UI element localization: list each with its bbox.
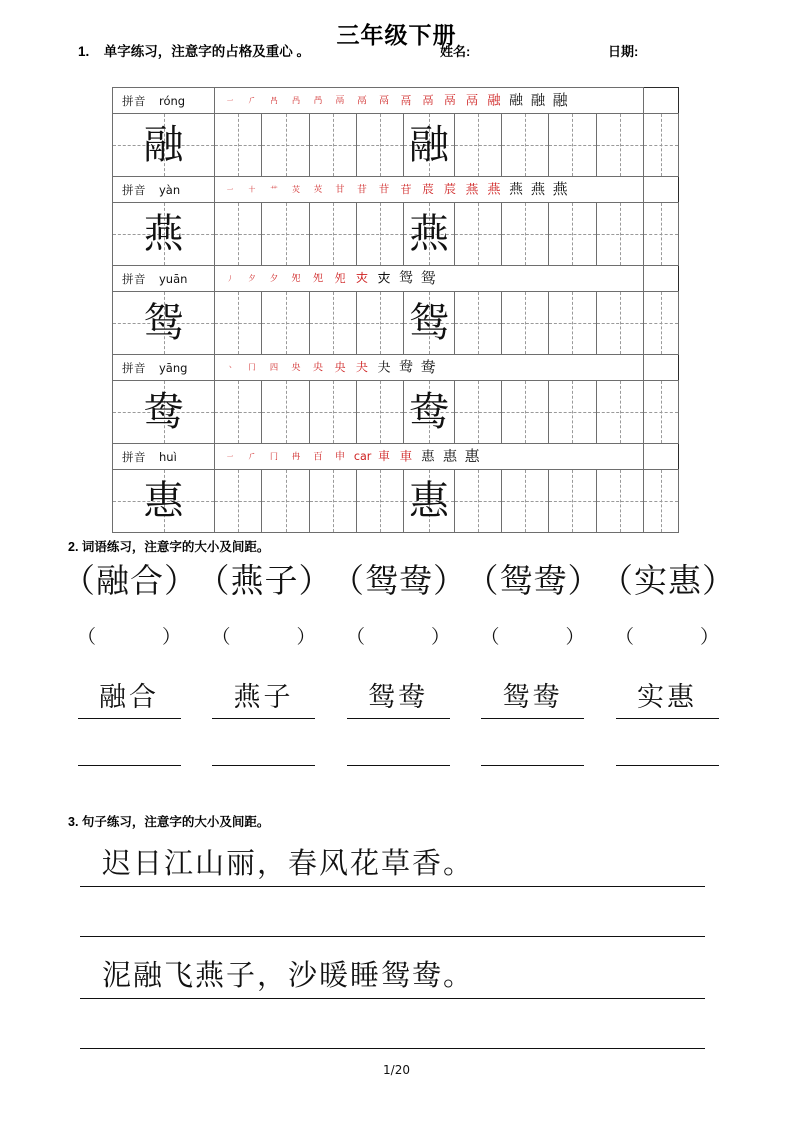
paren-close: ） — [162, 626, 182, 648]
character-blank-cell[interactable] — [596, 292, 643, 355]
stroke-step: 夬 — [377, 359, 391, 375]
guide-horizontal — [357, 501, 403, 502]
guide-horizontal — [455, 501, 501, 502]
word-blank-underline — [78, 765, 181, 766]
stroke-step: 鬲 — [400, 93, 412, 107]
stroke-order-cell — [215, 444, 644, 470]
stroke-order-cell — [215, 355, 644, 381]
character-row — [113, 114, 679, 177]
stroke-order-sequence — [219, 355, 643, 380]
word-blank-slot[interactable] — [62, 765, 196, 766]
word-blank-paren[interactable] — [197, 622, 331, 649]
pinyin-cell — [113, 266, 215, 292]
stroke-step: 融 — [487, 92, 501, 108]
guide-horizontal — [502, 145, 548, 146]
page-title: 三年级下册 — [336, 22, 457, 48]
stroke-step: 冉 — [291, 450, 301, 462]
character-blank-cell[interactable] — [309, 381, 356, 444]
stroke-step: 鬲 — [444, 92, 457, 108]
pinyin-label: 拼音 — [122, 273, 146, 286]
stroke-step: 融 — [509, 91, 524, 109]
character-blank-cell[interactable] — [215, 292, 262, 355]
section1-header — [0, 40, 793, 64]
section1-number: 1. — [78, 44, 90, 59]
word-sample — [600, 556, 734, 606]
character-model-cell[interactable] — [404, 470, 455, 533]
pinyin-value: yàn — [159, 182, 181, 197]
stroke-step: 冎 — [292, 95, 301, 106]
word-traced — [466, 678, 600, 719]
stroke-step: 惠 — [421, 448, 435, 465]
paren-open: （ — [480, 626, 500, 648]
pinyin-label: 拼音 — [122, 362, 146, 375]
sentence-rule-3 — [80, 998, 705, 999]
guide-horizontal — [357, 234, 403, 235]
guide-horizontal — [502, 234, 548, 235]
stroke-step: 鬲 — [335, 94, 345, 106]
character-blank-cell[interactable] — [454, 114, 501, 177]
stroke-step: 鸯 — [420, 358, 436, 376]
character-blank-cell[interactable] — [596, 203, 643, 266]
word-traced-row — [62, 678, 734, 719]
character-blank-cell[interactable] — [356, 114, 403, 177]
word-blank-line-row — [62, 765, 734, 766]
word-sample — [466, 556, 600, 606]
character-glyph: 鸳 — [143, 300, 184, 346]
stroke-step: 四 — [269, 362, 279, 373]
guide-horizontal — [549, 323, 595, 324]
guide-horizontal — [215, 234, 261, 235]
stroke-step: 丶 — [226, 363, 234, 372]
word-underline — [212, 718, 315, 719]
guide-horizontal — [310, 323, 356, 324]
guide-horizontal — [262, 501, 308, 502]
stroke-step: ⺁ — [248, 96, 256, 105]
guide-horizontal — [644, 145, 678, 146]
stroke-step: 苷 — [400, 182, 412, 196]
character-glyph: 燕 — [408, 211, 449, 257]
word-blank-slot[interactable] — [197, 765, 331, 766]
word-traced-text: 鸳鸯 — [502, 682, 563, 713]
stroke-step: 燕 — [530, 180, 546, 198]
stroke-step: 融 — [552, 91, 568, 109]
guide-horizontal — [215, 145, 261, 146]
character-blank-cell[interactable] — [643, 203, 678, 266]
character-blank-cell[interactable] — [502, 114, 549, 177]
stroke-order-cell — [215, 177, 644, 203]
word-blank-paren[interactable] — [600, 622, 734, 649]
stroke-step: 十 — [248, 185, 256, 194]
guide-horizontal — [644, 501, 678, 502]
word-sample-text: （鸳鸯） — [331, 561, 467, 600]
stroke-order-sequence — [219, 444, 643, 469]
word-blank-slot[interactable] — [466, 765, 600, 766]
stroke-order-cell — [215, 88, 644, 114]
character-blank-cell[interactable] — [356, 381, 403, 444]
pinyin-value: yuān — [159, 271, 188, 286]
stroke-step: 央 — [291, 361, 301, 373]
character-blank-cell[interactable] — [262, 203, 309, 266]
stroke-step: 夕 — [248, 273, 256, 283]
stroke-step: 莀 — [422, 182, 434, 197]
word-traced-text: 实惠 — [637, 682, 697, 713]
stroke-step: 夗 — [334, 271, 346, 285]
stroke-step: 一 — [226, 96, 234, 105]
character-blank-cell[interactable] — [596, 114, 643, 177]
pinyin-cell — [113, 444, 215, 470]
character-blank-cell[interactable] — [262, 381, 309, 444]
word-underline — [481, 718, 584, 719]
word-blank-underline — [212, 765, 315, 766]
stroke-step: 𡗜 — [356, 270, 369, 286]
stroke-step: 鬲 — [422, 93, 434, 108]
character-blank-cell[interactable] — [502, 381, 549, 444]
stroke-step: 艹 — [270, 184, 278, 194]
section3-header: 3. 句子练习，注意字的大小及间距。 — [68, 815, 270, 829]
stroke-step: 申 — [334, 450, 346, 463]
guide-horizontal — [310, 145, 356, 146]
stroke-step: 莀 — [444, 181, 457, 197]
guide-horizontal — [597, 145, 643, 146]
character-model-cell[interactable] — [404, 292, 455, 355]
word-traced — [600, 678, 734, 719]
guide-horizontal — [357, 145, 403, 146]
pinyin-row — [113, 88, 679, 114]
guide-horizontal — [549, 501, 595, 502]
stroke-order-sequence — [219, 88, 643, 113]
guide-horizontal — [502, 501, 548, 502]
guide-horizontal — [310, 412, 356, 413]
character-blank-cell[interactable] — [454, 470, 501, 533]
section2-header: 2. 词语练习，注意字的大小及间距。 — [68, 540, 270, 554]
guide-horizontal — [262, 412, 308, 413]
word-underline — [616, 718, 719, 719]
guide-horizontal — [502, 323, 548, 324]
stroke-step: 苂 — [313, 184, 323, 195]
character-blank-cell[interactable] — [215, 470, 262, 533]
character-blank-cell[interactable] — [262, 292, 309, 355]
word-traced-text: 鸳鸯 — [368, 682, 428, 713]
pinyin-value: yāng — [159, 360, 188, 375]
guide-horizontal — [455, 412, 501, 413]
word-sample-row — [62, 556, 734, 606]
sentence-rule-4 — [80, 1048, 705, 1049]
character-practice-table — [112, 87, 679, 533]
word-blank-slot[interactable] — [600, 765, 734, 766]
word-traced-text: 融合 — [99, 682, 159, 713]
character-blank-cell[interactable] — [549, 203, 596, 266]
stroke-step: 夗 — [312, 272, 324, 285]
pinyin-label: 拼音 — [122, 184, 146, 197]
character-blank-cell[interactable] — [215, 381, 262, 444]
pinyin-value: huì — [159, 449, 177, 464]
character-glyph: 鸯 — [408, 389, 449, 435]
word-blank-underline — [347, 765, 450, 766]
stroke-step: 甘 — [335, 183, 345, 195]
guide-horizontal — [357, 323, 403, 324]
guide-horizontal — [549, 234, 595, 235]
sentence-rule-1 — [80, 886, 705, 887]
character-blank-cell[interactable] — [596, 470, 643, 533]
character-blank-cell[interactable] — [643, 470, 678, 533]
stroke-order-sequence — [219, 177, 643, 202]
paren-close: ） — [431, 626, 451, 648]
word-blank-paren[interactable] — [466, 622, 600, 649]
guide-horizontal — [357, 412, 403, 413]
character-row — [113, 292, 679, 355]
word-sample — [331, 556, 465, 606]
stroke-step: 百 — [313, 450, 323, 462]
character-blank-cell[interactable] — [262, 114, 309, 177]
stroke-step: 央 — [334, 360, 346, 374]
word-traced — [62, 678, 196, 719]
word-sample-text: （燕子） — [196, 561, 333, 600]
stroke-step: 苷 — [357, 183, 367, 196]
word-underline — [78, 718, 181, 719]
word-blank-paren[interactable] — [331, 622, 465, 649]
stroke-step: 丿 — [226, 274, 234, 283]
character-blank-cell[interactable] — [643, 292, 678, 355]
stroke-step: 冎 — [313, 95, 323, 106]
character-model-cell[interactable] — [404, 114, 455, 177]
word-underline — [347, 718, 450, 719]
word-blank-underline — [481, 765, 584, 766]
paren-open: （ — [345, 626, 365, 648]
pinyin-row — [113, 177, 679, 203]
guide-horizontal — [644, 323, 678, 324]
sentence-text-1: 迟日江山丽，春风花草香。 — [102, 846, 475, 880]
guide-horizontal — [597, 323, 643, 324]
character-blank-cell[interactable] — [215, 114, 262, 177]
pinyin-cell — [113, 177, 215, 203]
guide-horizontal — [215, 501, 261, 502]
pinyin-row — [113, 444, 679, 470]
paren-close: ） — [700, 626, 720, 648]
guide-horizontal — [549, 412, 595, 413]
guide-horizontal — [549, 145, 595, 146]
pinyin-cell — [113, 88, 215, 114]
word-traced-text: 燕子 — [233, 682, 294, 713]
stroke-step: 車 — [378, 448, 391, 464]
character-blank-cell[interactable] — [549, 470, 596, 533]
stroke-step: car — [353, 449, 372, 463]
guide-horizontal — [502, 412, 548, 413]
sentence-block-3 — [80, 952, 705, 999]
guide-horizontal — [310, 501, 356, 502]
paren-open: （ — [211, 626, 231, 648]
stroke-step: 苷 — [378, 182, 390, 196]
stroke-step: 鸳 — [420, 269, 436, 287]
word-sample-text: （实惠） — [600, 561, 736, 600]
stroke-order-cell — [215, 266, 644, 292]
stroke-step: 夬 — [356, 359, 369, 375]
stroke-step: 車 — [399, 448, 413, 464]
word-sample-text: （融合） — [62, 561, 198, 600]
page-footer: 1/20 — [383, 1063, 410, 1077]
stroke-step: 鬲 — [378, 93, 390, 107]
sentence-block-4-blank — [80, 1048, 705, 1049]
stroke-step: 一 — [226, 452, 234, 461]
stroke-step: ⺁ — [248, 452, 256, 461]
paren-close: ） — [565, 626, 585, 648]
paren-close: ） — [296, 626, 316, 648]
stroke-step: 融 — [530, 91, 546, 109]
guide-horizontal — [644, 412, 678, 413]
character-model-cell[interactable] — [113, 292, 215, 355]
guide-horizontal — [215, 412, 261, 413]
pinyin-cell — [113, 355, 215, 381]
paren-open: （ — [614, 626, 634, 648]
character-blank-cell[interactable] — [356, 292, 403, 355]
word-blank-slot[interactable] — [331, 765, 465, 766]
character-glyph: 惠 — [143, 478, 184, 524]
character-blank-cell[interactable] — [356, 203, 403, 266]
date-field-label: 日期: — [608, 44, 639, 59]
stroke-step: 苂 — [292, 184, 301, 195]
sentence-text-2: 泥融飞燕子，沙暖睡鸳鸯。 — [102, 958, 475, 992]
word-sample — [197, 556, 331, 606]
sentence-rule-2 — [80, 936, 705, 937]
character-glyph: 融 — [143, 122, 184, 168]
word-sample — [62, 556, 196, 606]
pinyin-label: 拼音 — [122, 95, 146, 108]
stroke-step: 冂 — [248, 362, 256, 372]
word-traced — [197, 678, 331, 719]
guide-horizontal — [215, 323, 261, 324]
stroke-step: 冂 — [270, 451, 279, 462]
character-row — [113, 203, 679, 266]
guide-horizontal — [455, 323, 501, 324]
stroke-order-sequence — [219, 266, 643, 291]
character-blank-cell[interactable] — [643, 381, 678, 444]
word-blank-underline — [616, 765, 719, 766]
stroke-step: 一 — [226, 185, 234, 194]
character-blank-cell[interactable] — [549, 381, 596, 444]
guide-horizontal — [455, 234, 501, 235]
character-row — [113, 470, 679, 533]
stroke-step: 夕 — [269, 273, 279, 284]
guide-horizontal — [455, 145, 501, 146]
name-field-label: 姓名: — [440, 44, 471, 59]
character-model-cell[interactable] — [113, 114, 215, 177]
character-blank-cell[interactable] — [356, 470, 403, 533]
character-blank-cell[interactable] — [262, 470, 309, 533]
stroke-step: 鬲 — [357, 94, 367, 107]
character-blank-cell[interactable] — [502, 203, 549, 266]
character-blank-cell[interactable] — [596, 381, 643, 444]
character-model-cell[interactable] — [404, 381, 455, 444]
word-blank-paren[interactable] — [62, 622, 196, 649]
stroke-step: 燕 — [487, 181, 501, 197]
pinyin-value: róng — [159, 93, 186, 108]
word-blank-paren-row — [62, 622, 734, 649]
pinyin-label: 拼音 — [122, 451, 146, 464]
character-blank-cell[interactable] — [454, 381, 501, 444]
sentence-block-1 — [80, 840, 705, 887]
character-blank-cell[interactable] — [549, 292, 596, 355]
character-glyph: 惠 — [408, 478, 449, 524]
stroke-step: 𡗜 — [377, 270, 391, 286]
guide-horizontal — [310, 234, 356, 235]
stroke-step: 惠 — [442, 447, 458, 465]
character-blank-cell[interactable] — [309, 292, 356, 355]
character-glyph: 融 — [408, 122, 449, 168]
guide-horizontal — [597, 234, 643, 235]
stroke-step: 夗 — [291, 272, 301, 284]
character-blank-cell[interactable] — [502, 470, 549, 533]
paren-open: （ — [76, 626, 96, 648]
guide-horizontal — [644, 234, 678, 235]
character-blank-cell[interactable] — [309, 470, 356, 533]
sentence-block-2-blank — [80, 936, 705, 937]
pinyin-row — [113, 266, 679, 292]
character-blank-cell[interactable] — [454, 203, 501, 266]
stroke-step: 燕 — [552, 180, 568, 198]
character-model-cell[interactable] — [404, 203, 455, 266]
stroke-step: 冎 — [270, 95, 278, 105]
character-glyph: 鸳 — [408, 300, 449, 346]
stroke-step: 鸳 — [399, 269, 414, 287]
guide-horizontal — [262, 323, 308, 324]
guide-horizontal — [597, 501, 643, 502]
stroke-step: 惠 — [464, 447, 480, 465]
character-blank-cell[interactable] — [454, 292, 501, 355]
character-glyph: 燕 — [143, 211, 184, 257]
pinyin-row — [113, 355, 679, 381]
guide-horizontal — [262, 145, 308, 146]
stroke-step: 央 — [312, 361, 324, 374]
guide-horizontal — [262, 234, 308, 235]
guide-horizontal — [597, 412, 643, 413]
character-blank-cell[interactable] — [309, 203, 356, 266]
character-model-cell[interactable] — [113, 203, 215, 266]
character-glyph: 鸯 — [143, 389, 184, 435]
stroke-step: 鸯 — [399, 358, 414, 376]
character-blank-cell[interactable] — [215, 203, 262, 266]
character-blank-cell[interactable] — [502, 292, 549, 355]
character-row — [113, 381, 679, 444]
stroke-step: 鬲 — [465, 92, 479, 108]
character-model-cell[interactable] — [113, 381, 215, 444]
character-blank-cell[interactable] — [309, 114, 356, 177]
character-blank-cell[interactable] — [643, 114, 678, 177]
word-sample-text: （鸳鸯） — [465, 561, 602, 600]
character-model-cell[interactable] — [113, 470, 215, 533]
character-blank-cell[interactable] — [549, 114, 596, 177]
stroke-step: 燕 — [465, 181, 479, 197]
word-traced — [331, 678, 465, 719]
section1-instruction: 单字练习，注意字的占格及重心 。 — [103, 44, 311, 59]
stroke-step: 燕 — [509, 180, 524, 198]
